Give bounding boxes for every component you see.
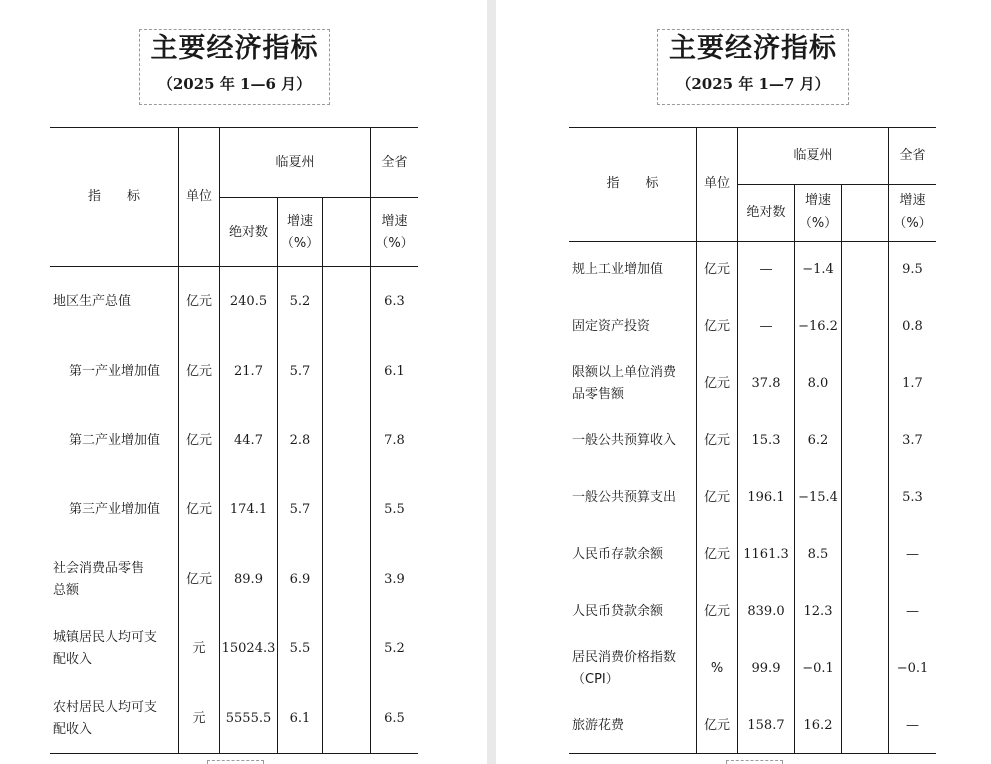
growth-cell: 16.2 xyxy=(803,718,833,733)
left-header-unit: 单位 xyxy=(185,189,212,204)
growth-cell: 8.5 xyxy=(807,547,829,562)
province-growth-cell: 1.7 xyxy=(902,376,923,391)
right-bottom-rule xyxy=(569,753,936,754)
left-header-bottom-rule xyxy=(50,266,418,267)
absolute-value-cell: 5555.5 xyxy=(225,711,272,726)
indicator-name: 居民消费价格指数 xyxy=(572,650,677,665)
growth-cell: −16.2 xyxy=(798,319,838,334)
unit-cell: 亿元 xyxy=(185,294,212,309)
growth-cell: 6.2 xyxy=(807,433,829,448)
unit-cell: 亿元 xyxy=(703,262,730,277)
growth-cell: 5.5 xyxy=(289,641,311,656)
absolute-value-cell: 1161.3 xyxy=(743,547,789,562)
right-header-indicator: 指 标 xyxy=(606,176,659,191)
right-header-province: 全省 xyxy=(899,148,926,163)
left-top-rule xyxy=(50,127,418,128)
left-header-province: 全省 xyxy=(381,155,408,170)
growth-cell: 5.2 xyxy=(289,294,311,309)
right-header-mid-rule xyxy=(738,184,936,185)
left-vline-4 xyxy=(322,197,323,754)
growth-cell: 8.0 xyxy=(807,376,829,391)
absolute-value-cell: — xyxy=(759,262,773,277)
absolute-value-cell: 158.7 xyxy=(747,718,785,733)
indicator-name: 城镇居民人均可支 xyxy=(53,630,158,645)
province-growth-cell: 5.3 xyxy=(902,490,923,505)
left-period: （2025 年 1—6 月） xyxy=(157,75,312,93)
indicator-name: 品零售额 xyxy=(572,387,625,402)
indicator-name: 配收入 xyxy=(53,722,93,737)
growth-cell: 2.8 xyxy=(289,433,311,448)
left-title-box xyxy=(139,29,330,105)
unit-cell: 亿元 xyxy=(703,433,730,448)
page-gutter xyxy=(487,0,496,764)
left-header-growth: 增速 xyxy=(286,214,313,229)
growth-cell: −15.4 xyxy=(798,490,838,505)
growth-cell: 5.7 xyxy=(289,364,311,379)
unit-cell: 亿元 xyxy=(185,502,212,517)
indicator-name: 第三产业增加值 xyxy=(69,502,161,517)
indicator-name: 固定资产投资 xyxy=(572,319,651,334)
right-header-absolute: 绝对数 xyxy=(746,205,786,220)
absolute-value-cell: 174.1 xyxy=(229,502,268,517)
unit-cell: 亿元 xyxy=(185,572,212,587)
right-header-region: 临夏州 xyxy=(793,148,833,163)
right-header-growth: 增速 xyxy=(804,193,831,208)
left-footer-mark xyxy=(207,760,264,764)
unit-cell: 亿元 xyxy=(703,718,730,733)
indicator-name: 社会消费品零售 xyxy=(53,561,145,576)
absolute-value-cell: 99.9 xyxy=(751,661,781,676)
right-top-rule xyxy=(569,127,936,128)
absolute-value-cell: 37.8 xyxy=(751,376,781,391)
absolute-value-cell: 196.1 xyxy=(747,490,785,505)
indicator-name: 农村居民人均可支 xyxy=(53,700,158,715)
unit-cell: 亿元 xyxy=(185,433,212,448)
unit-cell: 亿元 xyxy=(185,364,212,379)
province-growth-cell: 9.5 xyxy=(902,262,923,277)
indicator-name: 第二产业增加值 xyxy=(69,433,161,448)
growth-cell: −0.1 xyxy=(802,661,834,676)
province-growth-cell: 3.9 xyxy=(384,572,405,587)
unit-cell: 亿元 xyxy=(703,376,730,391)
unit-cell: 亿元 xyxy=(703,490,730,505)
left-header-region: 临夏州 xyxy=(275,155,315,170)
absolute-value-cell: 15.3 xyxy=(751,433,781,448)
province-growth-cell: 0.8 xyxy=(902,319,923,334)
province-growth-cell: 7.8 xyxy=(384,433,405,448)
right-vline-4 xyxy=(841,184,842,754)
unit-cell: 亿元 xyxy=(703,547,730,562)
growth-cell: 6.9 xyxy=(289,572,311,587)
unit-cell: % xyxy=(710,661,724,676)
indicator-name: 配收入 xyxy=(53,652,93,667)
left-header-indicator: 指 标 xyxy=(87,189,140,204)
indicator-name: 一般公共预算收入 xyxy=(572,433,677,448)
absolute-value-cell: 44.7 xyxy=(234,433,263,448)
right-header-province-growth: 增速 xyxy=(899,193,926,208)
right-header-unit: 单位 xyxy=(703,176,730,191)
indicator-name: 旅游花费 xyxy=(572,718,625,733)
indicator-name: 人民币贷款余额 xyxy=(572,604,664,619)
province-growth-cell: 6.3 xyxy=(384,294,405,309)
indicator-name: 总额 xyxy=(53,583,80,598)
province-growth-cell: 5.2 xyxy=(384,641,405,656)
right-title: 主要经济指标 xyxy=(669,33,837,64)
left-header-mid-rule xyxy=(220,197,418,198)
unit-cell: 亿元 xyxy=(703,319,730,334)
right-page xyxy=(496,0,991,764)
right-title-box xyxy=(657,29,849,105)
province-growth-cell: 6.1 xyxy=(384,364,405,379)
growth-cell: −1.4 xyxy=(802,262,834,277)
indicator-name: 规上工业增加值 xyxy=(572,262,664,277)
left-header-province-growth-unit: （%） xyxy=(375,236,414,251)
growth-cell: 12.3 xyxy=(803,604,833,619)
province-growth-cell: 5.5 xyxy=(384,502,405,517)
unit-cell: 元 xyxy=(192,711,206,726)
province-growth-cell: −0.1 xyxy=(896,661,929,676)
absolute-value-cell: 240.5 xyxy=(229,294,268,309)
right-header-growth-unit: （%） xyxy=(798,216,838,231)
province-growth-cell: — xyxy=(906,547,919,562)
unit-cell: 亿元 xyxy=(703,604,730,619)
right-period: （2025 年 1—7 月） xyxy=(676,75,830,93)
indicator-name: 限额以上单位消费 xyxy=(572,365,677,380)
indicator-name: 第一产业增加值 xyxy=(69,364,161,379)
left-vline-3 xyxy=(277,197,278,754)
absolute-value-cell: — xyxy=(759,319,773,334)
indicator-name: 人民币存款余额 xyxy=(572,547,664,562)
unit-cell: 元 xyxy=(192,641,206,656)
growth-cell: 5.7 xyxy=(289,502,311,517)
right-footer-mark xyxy=(726,760,783,764)
right-header-bottom-rule xyxy=(569,241,936,242)
left-page xyxy=(0,0,487,764)
absolute-value-cell: 21.7 xyxy=(234,364,263,379)
right-header-province-growth-unit: （%） xyxy=(893,216,932,231)
indicator-name: （CPI） xyxy=(572,672,619,687)
left-bottom-rule xyxy=(50,753,418,754)
left-header-growth-unit: （%） xyxy=(280,236,320,251)
indicator-name: 地区生产总值 xyxy=(53,294,132,309)
growth-cell: 6.1 xyxy=(289,711,311,726)
province-growth-cell: 3.7 xyxy=(902,433,923,448)
province-growth-cell: — xyxy=(906,604,919,619)
province-growth-cell: 6.5 xyxy=(384,711,405,726)
absolute-value-cell: 15024.3 xyxy=(221,641,276,656)
left-header-province-growth: 增速 xyxy=(381,214,408,229)
indicator-name: 一般公共预算支出 xyxy=(572,490,677,505)
province-growth-cell: — xyxy=(906,718,919,733)
left-title: 主要经济指标 xyxy=(150,33,319,64)
absolute-value-cell: 839.0 xyxy=(747,604,785,619)
left-header-absolute: 绝对数 xyxy=(228,225,268,240)
absolute-value-cell: 89.9 xyxy=(234,572,263,587)
